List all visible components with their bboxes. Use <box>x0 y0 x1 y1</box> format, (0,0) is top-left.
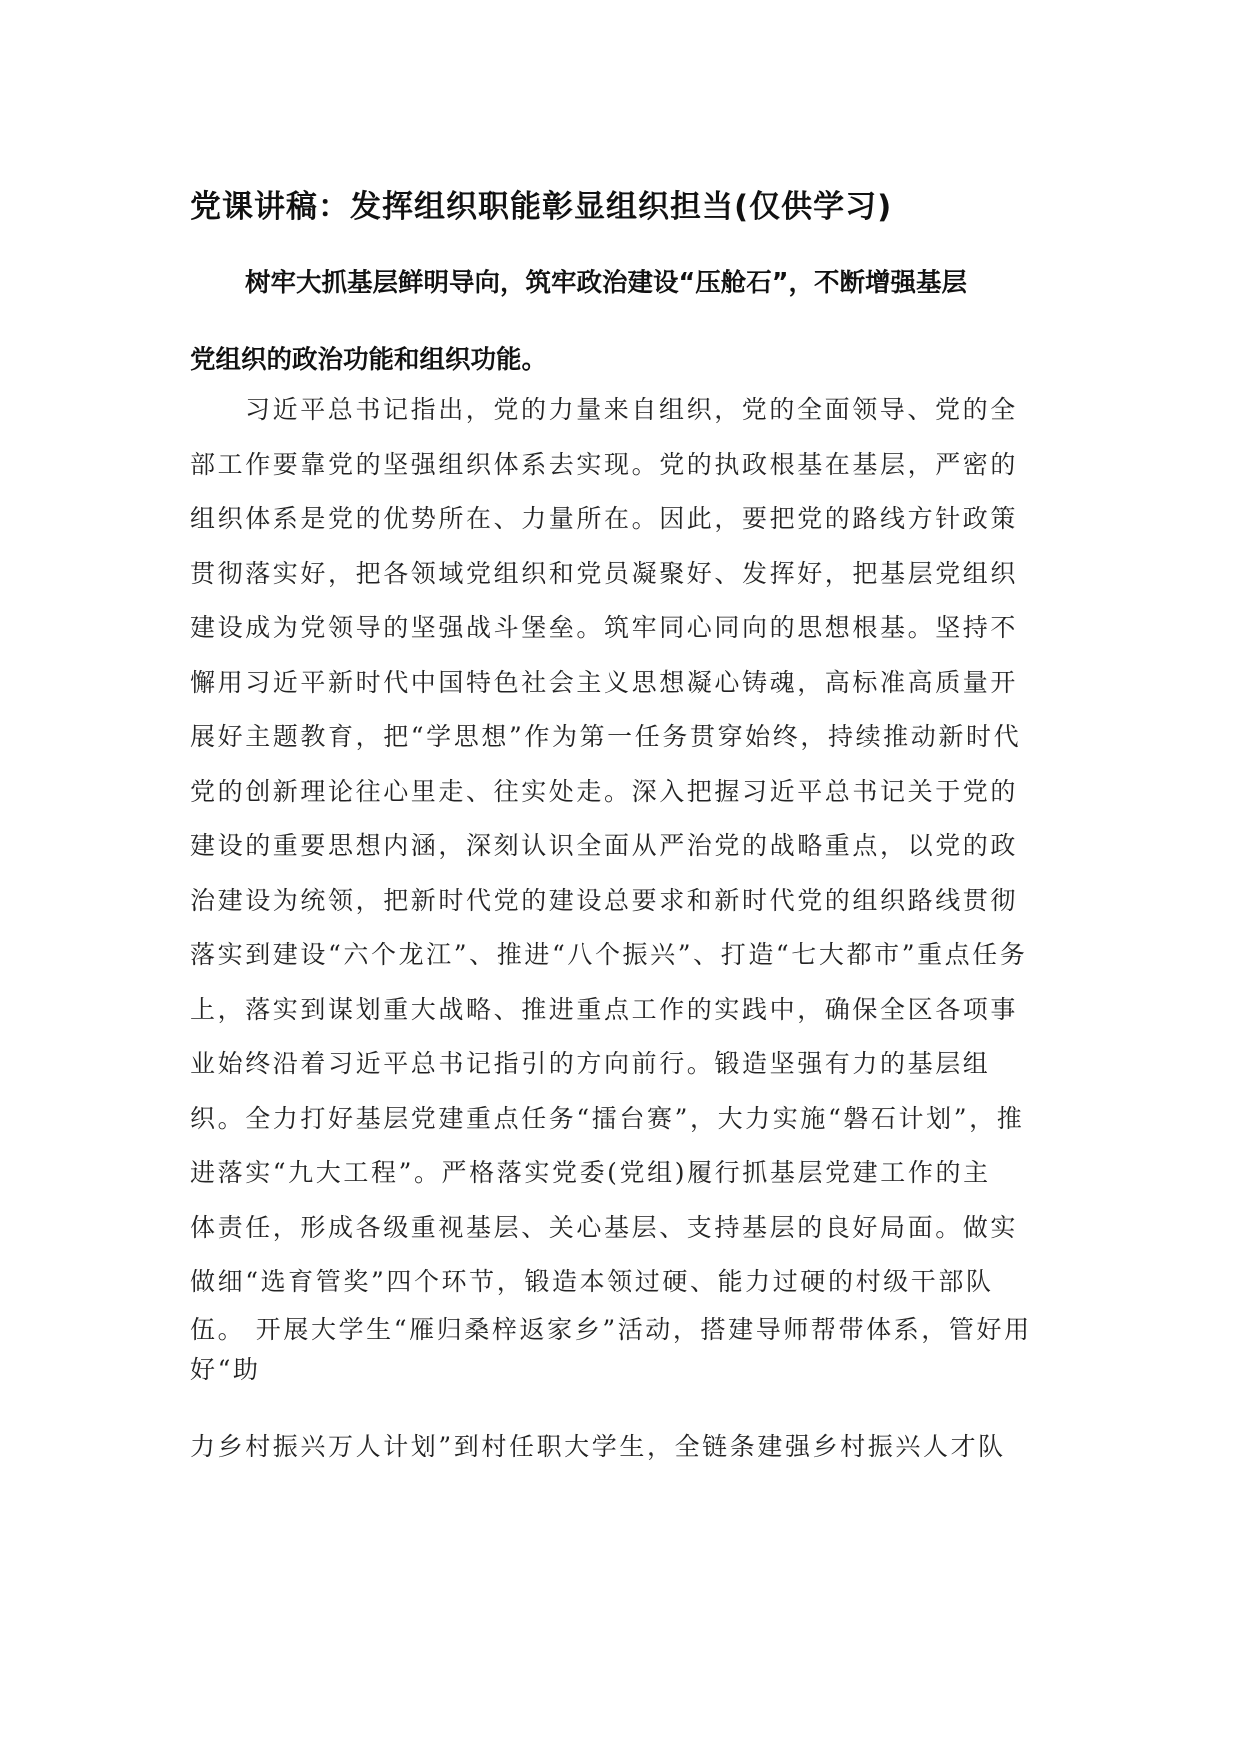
body-line: 做细“选育管奖”四个环节，锻造本领过硬、能力过硬的村级干部队 <box>190 1267 994 1296</box>
body-line: 好“助 <box>190 1354 261 1384</box>
lead-line: 树牢大抓基层鲜明导向，筑牢政治建设“压舱石”，不断增强基层 <box>245 268 968 298</box>
body-line: 体责任，形成各级重视基层、关心基层、支持基层的良好局面。做实 <box>190 1212 1019 1242</box>
lead-paragraph <box>190 245 1050 399</box>
body-line: 懈用习近平新时代中国特色社会主义思想凝心铸魂，高标准高质量开 <box>190 667 1019 697</box>
body-line: 党的创新理论往心里走、往实处走。深入把握习近平总书记关于党的 <box>190 776 1019 806</box>
body-line: 建设的重要思想内涵，深刻认识全面从严治党的战略重点，以党的政 <box>190 831 1019 860</box>
document-title: 党课讲稿：发挥组织职能彰显组织担当(仅供学习) <box>190 189 893 225</box>
body-line: 业始终沿着习近平总书记指引的方向前行。锻造坚强有力的基层组 <box>190 1049 991 1078</box>
body-line: 上，落实到谋划重大战略、推进重点工作的实践中，确保全区各项事 <box>190 994 1019 1024</box>
lead-line: 党组织的政治功能和组织功能。 <box>190 345 548 375</box>
body-line: 织。全力打好基层党建重点任务“擂台赛”，大力实施“磐石计划”，推 <box>190 1103 1025 1133</box>
body-line: 进落实“九大工程”。严格落实党委(党组)履行抓基层党建工作的主 <box>190 1158 991 1187</box>
body-line: 部工作要靠党的坚强组织体系去实现。党的执政根基在基层，严密的 <box>190 449 1019 479</box>
body-line: 治建设为统领，把新时代党的建设总要求和新时代党的组织路线贯彻 <box>190 885 1019 915</box>
body-paragraph <box>190 383 1050 1474</box>
body-line: 力乡村振兴万人计划”到村任职大学生，全链条建强乡村振兴人才队 <box>190 1431 1006 1461</box>
body-line: 贯彻落实好，把各领域党组织和党员凝聚好、发挥好，把基层党组织 <box>190 558 1019 588</box>
body-line: 伍。 开展大学生“雁归桑梓返家乡”活动，搭建导师帮带体系，管好用 <box>190 1314 1032 1344</box>
body-line: 落实到建设“六个龙江”、推进“八个振兴”、打造“七大都市”重点任务 <box>190 940 1028 969</box>
body-line: 习近平总书记指出，党的力量来自组织，党的全面领导、党的全 <box>245 395 1018 424</box>
body-line: 建设成为党领导的坚强战斗堡垒。筑牢同心同向的思想根基。坚持不 <box>190 613 1019 642</box>
body-line: 组织体系是党的优势所在、力量所在。因此，要把党的路线方针政策 <box>190 504 1019 533</box>
body-line: 展好主题教育，把“学思想”作为第一任务贯穿始终，持续推动新时代 <box>190 722 1022 751</box>
